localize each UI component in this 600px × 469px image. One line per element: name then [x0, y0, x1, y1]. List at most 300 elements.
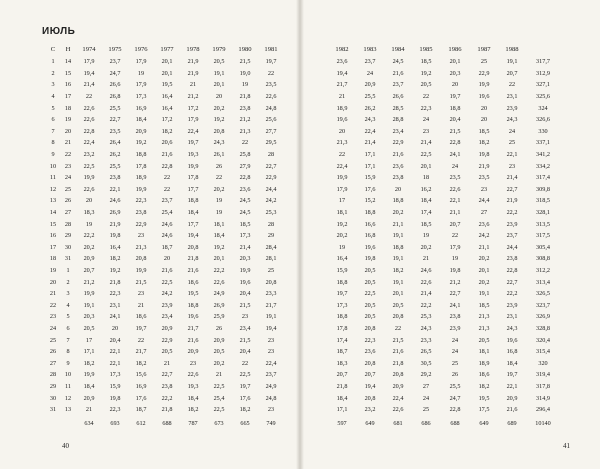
table-cell: 15	[64, 69, 72, 77]
table-cell: 19,3	[187, 151, 199, 159]
left-header-cell: С	[50, 45, 56, 53]
table-row	[328, 218, 560, 230]
table-cell: 21,5	[239, 301, 251, 309]
table-cell: 23,5	[109, 127, 121, 135]
table-cell: 24	[64, 174, 72, 182]
right-data-table	[328, 42, 560, 431]
table-cell: 20,8	[187, 243, 199, 251]
table-cell: 13	[64, 406, 72, 414]
table-cell: 18	[64, 104, 72, 112]
table-cell: 19,9	[478, 81, 490, 89]
table-row	[46, 184, 284, 196]
table-cell: 21,8	[161, 406, 173, 414]
table-cell: 17	[49, 243, 57, 251]
table-cell: 24,3	[213, 139, 225, 147]
table-cell: 22	[64, 151, 72, 159]
table-cell: 23	[241, 313, 249, 321]
table-cell: 21,9	[506, 197, 518, 205]
left-data-table	[46, 42, 284, 431]
table-row	[46, 334, 284, 346]
table-cell: 20,4	[449, 116, 461, 124]
table-cell: 19,1	[392, 278, 404, 286]
table-cell: 17,9	[336, 185, 348, 193]
table-cell: 20	[215, 93, 223, 101]
table-cell: 23,4	[161, 313, 173, 321]
table-cell: 16,9	[135, 382, 147, 390]
table-row	[46, 346, 284, 358]
table-cell: 22,4	[265, 359, 277, 367]
table-cell: 18,8	[187, 301, 199, 309]
table-cell: 24	[366, 69, 374, 77]
table-row	[328, 276, 560, 288]
table-cell: 19,8	[364, 255, 376, 263]
table-cell: 326,6	[536, 116, 550, 124]
table-row	[46, 253, 284, 265]
table-cell: 21,5	[239, 336, 251, 344]
table-cell: 325,6	[536, 93, 550, 101]
table-cell: 19	[451, 255, 459, 263]
table-cell: 25	[64, 185, 72, 193]
table-cell: 18,4	[135, 116, 147, 124]
table-cell: 18,2	[109, 255, 121, 263]
left-header-cell: Н	[65, 45, 71, 53]
table-cell: 21,7	[336, 81, 348, 89]
table-cell: 25	[451, 359, 459, 367]
table-row	[46, 369, 284, 381]
table-cell: 17,3	[109, 371, 121, 379]
right-header-cell: 1988	[505, 45, 519, 53]
table-cell: 21,6	[392, 69, 404, 77]
table-cell: 22,6	[265, 93, 277, 101]
table-cell: 22,1	[109, 348, 121, 356]
table-cell: 20,9	[187, 348, 199, 356]
table-cell: 23	[137, 290, 145, 298]
table-cell: 18,9	[135, 174, 147, 182]
table-cell: 21,8	[336, 382, 348, 390]
table-cell: 17	[85, 336, 93, 344]
table-cell: 317,8	[536, 382, 550, 390]
table-cell: 20,3	[449, 69, 461, 77]
table-cell: 19,1	[478, 290, 490, 298]
table-cell: 18,8	[336, 278, 348, 286]
table-cell: 25	[508, 139, 516, 147]
table-cell: 23,8	[239, 104, 251, 112]
table-cell: 24,3	[420, 324, 432, 332]
table-cell: 24,2	[478, 232, 490, 240]
table-cell: 25,8	[239, 151, 251, 159]
table-cell: 21	[189, 81, 197, 89]
table-cell: 21,9	[109, 220, 121, 228]
table-cell: 326,5	[536, 290, 550, 298]
table-cell: 31	[64, 255, 72, 263]
table-cell: 22	[267, 69, 275, 77]
table-row	[46, 207, 284, 219]
table-cell: 24,6	[109, 197, 121, 205]
table-cell: 22,1	[109, 185, 121, 193]
table-cell: 18,8	[135, 151, 147, 159]
table-cell: 20,8	[364, 359, 376, 367]
table-cell: 26,2	[364, 104, 376, 112]
table-cell: 26,5	[420, 348, 432, 356]
table-cell: 20,5	[364, 278, 376, 286]
table-cell: 21,2	[187, 93, 199, 101]
table-cell: 19	[241, 81, 249, 89]
table-cell: 22	[451, 232, 459, 240]
table-cell: 22,6	[420, 278, 432, 286]
table-cell: 19	[338, 243, 346, 251]
table-cell: 23,7	[392, 81, 404, 89]
table-cell: 18,7	[135, 406, 147, 414]
table-row	[328, 253, 560, 265]
table-cell: 24,3	[506, 116, 518, 124]
table-cell: 19,5	[161, 81, 173, 89]
table-cell: 19,9	[135, 266, 147, 274]
table-cell: 23,1	[109, 301, 121, 309]
table-cell: 17,7	[187, 220, 199, 228]
table-cell: 2	[66, 278, 70, 286]
table-cell: 19	[137, 69, 145, 77]
table-cell: 19,5	[478, 394, 490, 402]
table-cell: 19,4	[265, 324, 277, 332]
table-cell: 13	[49, 197, 57, 205]
table-cell: 28,8	[392, 116, 404, 124]
left-header-cell: 1978	[186, 45, 200, 53]
table-cell: 20,1	[420, 162, 432, 170]
table-row	[46, 149, 284, 161]
table-cell: 16	[49, 232, 57, 240]
table-cell: 20,2	[213, 185, 225, 193]
table-cell: 19,7	[265, 58, 277, 66]
table-cell: 21	[137, 301, 145, 309]
table-cell: 21,4	[83, 81, 95, 89]
table-cell: 24,4	[506, 243, 518, 251]
table-cell: 23	[267, 406, 275, 414]
table-cell: 21,4	[239, 243, 251, 251]
table-row	[328, 369, 560, 381]
table-cell: 16,9	[135, 104, 147, 112]
table-cell: 21,5	[449, 127, 461, 135]
right-header-cell: 1982	[335, 45, 349, 53]
table-cell: 19	[85, 220, 93, 228]
table-cell: 19,4	[336, 69, 348, 77]
table-cell: 18,2	[83, 359, 95, 367]
table-row	[46, 404, 284, 416]
table-cell: 20,7	[336, 371, 348, 379]
table-cell: 15	[49, 220, 57, 228]
table-cell: 9	[51, 151, 55, 159]
table-cell: 30	[64, 243, 72, 251]
table-cell: 29	[267, 232, 275, 240]
table-cell: 20,7	[449, 220, 461, 228]
table-cell: 20,9	[364, 81, 376, 89]
table-cell: 318,5	[536, 197, 550, 205]
table-cell: 23,7	[161, 197, 173, 205]
table-cell: 20,7	[364, 371, 376, 379]
table-cell: 21,8	[187, 255, 199, 263]
table-cell: 22,5	[213, 382, 225, 390]
month-heading: ИЮЛЬ	[42, 26, 76, 37]
table-row	[46, 56, 284, 68]
table-cell: 20,1	[161, 58, 173, 66]
table-cell: 19,1	[213, 69, 225, 77]
table-cell: 22,9	[478, 69, 490, 77]
table-cell: 24,1	[109, 313, 121, 321]
table-cell: 21,3	[336, 139, 348, 147]
table-cell: 19,1	[83, 301, 95, 309]
right-header-cell: 1983	[363, 45, 377, 53]
table-row	[328, 334, 560, 346]
table-cell: 25,4	[161, 209, 173, 217]
table-cell: 20	[480, 104, 488, 112]
table-cell: 23,8	[135, 209, 147, 217]
table-row	[328, 346, 560, 358]
table-cell: 22,8	[239, 174, 251, 182]
table-cell: 7	[51, 127, 55, 135]
table-cell: 19,9	[83, 174, 95, 182]
table-cell: 19,6	[506, 336, 518, 344]
table-cell: 5	[51, 104, 55, 112]
table-cell: 319,4	[536, 371, 550, 379]
table-cell: 20	[49, 278, 57, 286]
table-cell: 296,4	[536, 406, 550, 414]
table-cell: 23	[508, 162, 516, 170]
table-cell: 23,6	[392, 162, 404, 170]
total-cell: 749	[266, 419, 276, 427]
table-cell: 17,4	[420, 209, 432, 217]
table-cell: 22,1	[109, 359, 121, 367]
table-row	[328, 381, 560, 393]
table-row	[46, 299, 284, 311]
table-cell: 25,5	[364, 93, 376, 101]
table-cell: 26	[451, 371, 459, 379]
table-cell: 326,9	[536, 313, 550, 321]
table-cell: 17	[338, 197, 346, 205]
table-row	[328, 288, 560, 300]
table-cell: 21,6	[506, 406, 518, 414]
table-cell: 18,8	[392, 243, 404, 251]
page-number-left: 40	[62, 442, 69, 450]
table-cell: 28,4	[265, 243, 277, 251]
table-cell: 17,6	[239, 394, 251, 402]
table-cell: 24,6	[161, 220, 173, 228]
table-cell: 19,1	[392, 232, 404, 240]
table-cell: 24,7	[449, 394, 461, 402]
page-number-right: 41	[563, 442, 570, 450]
table-row	[46, 137, 284, 149]
table-cell: 3	[51, 81, 55, 89]
table-row	[46, 91, 284, 103]
table-cell: 21,9	[187, 58, 199, 66]
table-row	[46, 114, 284, 126]
table-cell: 337,1	[536, 139, 550, 147]
total-cell: 665	[240, 419, 250, 427]
table-cell: 19,9	[239, 266, 251, 274]
table-cell: 27	[64, 209, 72, 217]
table-cell: 17,3	[239, 232, 251, 240]
table-cell: 21,1	[392, 220, 404, 228]
table-cell: 22	[137, 336, 145, 344]
table-cell: 21,6	[161, 266, 173, 274]
table-cell: 21,7	[135, 348, 147, 356]
table-cell: 12	[64, 394, 72, 402]
table-cell: 22,5	[213, 406, 225, 414]
table-cell: 23,8	[392, 174, 404, 182]
table-cell: 23	[267, 348, 275, 356]
table-cell: 17,2	[187, 104, 199, 112]
table-cell: 312,2	[536, 266, 550, 274]
table-cell: 27,7	[265, 127, 277, 135]
table-cell: 21	[163, 359, 171, 367]
table-cell: 20,8	[392, 371, 404, 379]
table-cell: 15,9	[109, 382, 121, 390]
table-cell: 24,4	[478, 197, 490, 205]
table-cell: 18,6	[187, 278, 199, 286]
table-cell: 20,7	[83, 266, 95, 274]
table-cell: 25,3	[265, 209, 277, 217]
table-cell: 20	[163, 255, 171, 263]
table-cell: 24	[49, 324, 57, 332]
table-cell: 8	[66, 348, 70, 356]
table-cell: 20,5	[364, 266, 376, 274]
table-cell: 17,6	[135, 394, 147, 402]
table-row	[328, 242, 560, 254]
table-cell: 27,9	[239, 162, 251, 170]
table-cell: 19,8	[478, 151, 490, 159]
table-row	[328, 404, 560, 416]
book-spine	[296, 0, 304, 469]
table-cell: 19,7	[239, 382, 251, 390]
table-cell: 23,8	[109, 174, 121, 182]
table-cell: 21,7	[265, 301, 277, 309]
total-cell: 688	[450, 419, 460, 427]
table-cell: 19,2	[109, 266, 121, 274]
table-cell: 17,9	[449, 243, 461, 251]
table-cell: 27	[422, 382, 430, 390]
table-cell: 22,2	[161, 394, 173, 402]
table-cell: 24,5	[392, 58, 404, 66]
table-cell: 22,4	[187, 127, 199, 135]
table-cell: 18,5	[420, 220, 432, 228]
table-cell: 22,4	[83, 139, 95, 147]
table-row	[46, 381, 284, 393]
table-cell: 21,2	[239, 116, 251, 124]
table-cell: 19,6	[336, 116, 348, 124]
table-cell: 25	[267, 266, 275, 274]
table-cell: 19,2	[135, 139, 147, 147]
table-cell: 23,2	[364, 406, 376, 414]
table-cell: 21	[422, 255, 430, 263]
table-cell: 22	[338, 151, 346, 159]
table-cell: 11	[65, 382, 71, 390]
total-cell: 787	[188, 419, 198, 427]
table-cell: 21	[49, 290, 57, 298]
table-cell: 18,9	[336, 104, 348, 112]
table-cell: 22,6	[449, 185, 461, 193]
table-cell: 25	[422, 406, 430, 414]
table-cell: 22,3	[420, 104, 432, 112]
table-cell: 26	[215, 324, 223, 332]
table-cell: 23	[189, 359, 197, 367]
table-cell: 16,8	[506, 348, 518, 356]
table-cell: 18,5	[478, 127, 490, 135]
table-cell: 21,6	[392, 348, 404, 356]
table-cell: 23,9	[506, 220, 518, 228]
table-cell: 22	[163, 174, 171, 182]
total-cell: 688	[162, 419, 172, 427]
table-cell: 20,4	[239, 290, 251, 298]
table-cell: 19,0	[239, 69, 251, 77]
table-cell: 19,7	[336, 290, 348, 298]
table-cell: 23,8	[449, 313, 461, 321]
table-cell: 16	[64, 81, 72, 89]
table-cell: 1	[66, 266, 70, 274]
table-cell: 23	[49, 313, 57, 321]
table-row	[46, 323, 284, 335]
table-cell: 14	[64, 58, 72, 66]
table-cell: 17,5	[478, 406, 490, 414]
table-cell: 18,4	[336, 394, 348, 402]
table-cell: 25,5	[109, 162, 121, 170]
table-cell: 20,9	[392, 382, 404, 390]
table-cell: 17,1	[336, 406, 348, 414]
table-cell: 20,5	[364, 313, 376, 321]
table-cell: 18,2	[478, 139, 490, 147]
table-row	[46, 242, 284, 254]
table-cell: 23,7	[364, 58, 376, 66]
table-row	[46, 218, 284, 230]
table-cell: 20,5	[213, 58, 225, 66]
table-cell: 18,4	[420, 197, 432, 205]
table-cell: 23,6	[336, 58, 348, 66]
table-cell: 20,5	[364, 301, 376, 309]
table-cell: 17,8	[336, 324, 348, 332]
table-cell: 24,6	[420, 266, 432, 274]
table-cell: 317,7	[536, 58, 550, 66]
table-cell: 6	[51, 116, 55, 124]
table-cell: 16,4	[161, 93, 173, 101]
table-cell: 22,7	[506, 185, 518, 193]
table-cell: 21,6	[187, 336, 199, 344]
right-header-cell: 1984	[391, 45, 405, 53]
table-cell: 14	[49, 209, 57, 217]
table-cell: 21,2	[449, 278, 461, 286]
table-cell: 20,2	[213, 359, 225, 367]
total-cell: 673	[214, 419, 224, 427]
table-cell: 16,4	[336, 255, 348, 263]
table-cell: 20	[64, 127, 72, 135]
table-cell: 23,7	[265, 371, 277, 379]
table-cell: 26,4	[109, 139, 121, 147]
table-cell: 22,3	[109, 406, 121, 414]
table-cell: 17,3	[135, 93, 147, 101]
table-cell: 18,8	[187, 197, 199, 205]
table-cell: 18,3	[83, 209, 95, 217]
table-cell: 19	[215, 197, 223, 205]
table-cell: 21,8	[109, 278, 121, 286]
table-cell: 22,6	[392, 406, 404, 414]
left-header-cell: 1975	[108, 45, 122, 53]
table-cell: 22,8	[449, 139, 461, 147]
table-cell: 3	[66, 290, 70, 298]
table-row	[328, 311, 560, 323]
table-row	[46, 172, 284, 184]
table-cell: 22,5	[83, 162, 95, 170]
table-cell: 313,5	[536, 220, 550, 228]
table-cell: 20,1	[213, 81, 225, 89]
table-row	[328, 195, 560, 207]
left-header-row	[46, 42, 284, 56]
table-cell: 22	[241, 359, 249, 367]
